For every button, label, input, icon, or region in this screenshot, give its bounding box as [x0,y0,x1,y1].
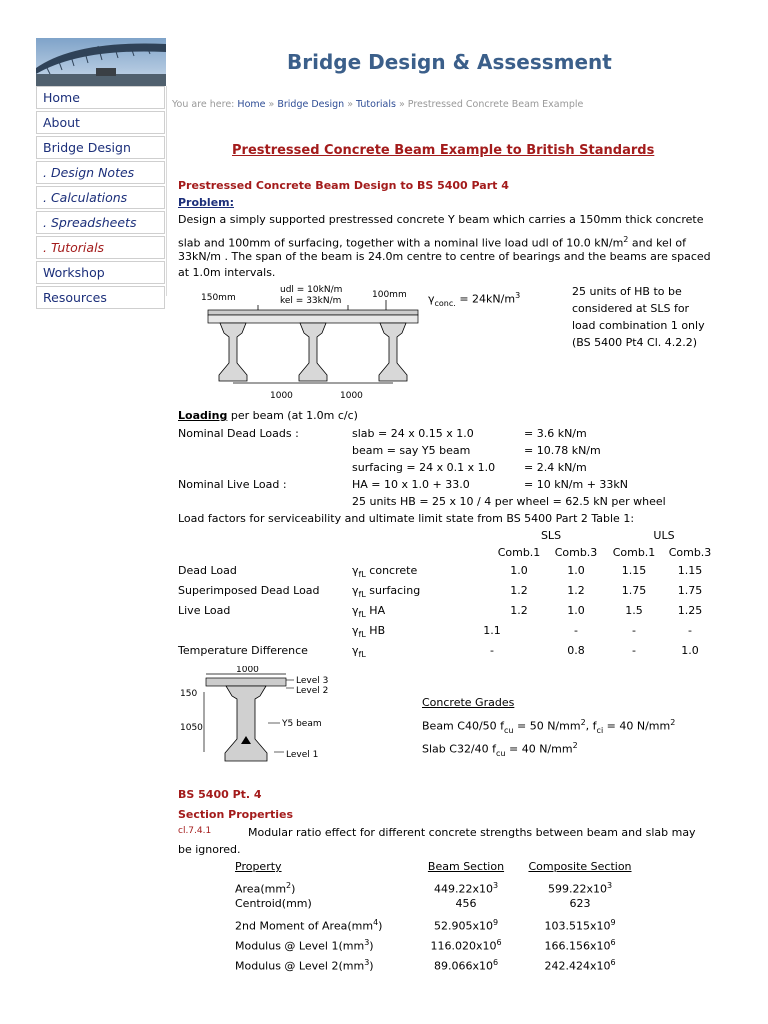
grade-beam-a: Beam C40/50 f [422,719,505,733]
prop-name-end: ) [378,919,383,933]
site-title: Bridge Design & Assessment [287,50,612,74]
prop-beam-text: 116.020x10 [430,939,497,953]
bs-title: BS 5400 Pt. 4 [178,788,262,801]
grade-beam-d: = 40 N/mm [603,719,671,733]
props-header-composite: Composite Section [528,860,632,873]
dead-load-label: Nominal Dead Loads : [178,427,299,440]
comb-header: Comb.1 [497,546,541,559]
problem-line-2-text: slab and 100mm of surfacing, together with a nominal live load udl of 10.0 kN/m [178,236,624,250]
fig2-beam-label: Y5 beam [282,719,322,729]
prop-beam-text: 449.22x10 [433,882,493,896]
fig2-dim-1050: 1050 [180,723,203,733]
loading-heading [178,407,358,424]
fig1-beam-3 [379,323,407,381]
factor-row-name: Temperature Difference [178,644,308,657]
grade-slab-sup: 2 [572,741,578,750]
factor-cell: 1.2 [567,584,585,597]
prop-beam-value [420,954,512,975]
gamma-sub: fL [358,630,366,640]
factor-cell: - [632,624,636,637]
gamma-sub: fL [358,590,366,600]
slab-load-value: = 3.6 kN/m [524,427,587,440]
gamma-sub: fL [358,610,366,620]
hb-note-2: considered at SLS for [572,302,690,315]
nav-item-bridge-design[interactable]: Bridge Design [36,136,165,159]
grades-title: Concrete Grades [422,696,515,709]
problem-label: Problem: [178,196,235,209]
breadcrumb-separator: » [268,99,275,110]
fig1-slab [208,315,418,323]
prop-name [235,934,374,955]
fig1-udl-label: udl = 10kN/m [280,285,343,295]
factor-row-sym-text: HB [365,624,386,637]
prop-name-sup: 3 [364,958,370,967]
prop-name-text: Modulus @ Level 2(mm [235,959,365,973]
hb-note-4: (BS 5400 Pt4 Cl. 4.2.2) [572,336,698,349]
problem-line-1: Design a simply supported prestressed concrete Y beam which carries a 150mm thick concrete [178,213,704,226]
nav-item-resources[interactable]: Resources [36,286,165,309]
prop-name-text: Modulus @ Level 1(mm [235,939,365,953]
prop-comp-value [522,934,638,955]
factor-cell: - [574,624,578,637]
grade-beam-sup2: 2 [670,718,676,727]
loading-label: Loading [178,409,228,422]
nav-item-design-notes[interactable]: . Design Notes [36,161,165,184]
prop-name-sup: 4 [373,918,379,927]
grade-beam [422,714,675,739]
prop-beam-sup: 6 [496,938,502,947]
factor-cell: 1.0 [567,604,585,617]
prop-name [235,914,382,935]
factor-cell: 1.1 [483,624,501,637]
clause-ref: cl.7.4.1 [178,826,212,836]
prop-name-text: Centroid(mm) [235,897,312,910]
fig1-surf-label: 100mm [372,290,407,300]
factors-intro: Load factors for serviceability and ultimate limit state from BS 5400 Part 2 Table 1: [178,512,635,525]
nav-item-about[interactable]: About [36,111,165,134]
factor-row-symbol [352,582,420,603]
problem-line-2-end: and kel of [628,236,686,250]
nav-item-spreadsheets[interactable]: . Spreadsheets [36,211,165,234]
breadcrumb [172,99,583,110]
grade-beam-b: = 50 N/mm [513,719,581,733]
prop-beam-sup: 6 [492,958,499,967]
prop-name-end: ) [291,882,296,896]
factor-row-symbol [352,562,417,583]
gamma-symbol: γ [352,624,359,637]
factor-cell: 1.5 [625,604,643,617]
factor-cell: 1.25 [677,604,703,617]
breadcrumb-tutorials-link[interactable]: Tutorials [356,99,396,110]
grade-slab-a: Slab C32/40 f [422,742,497,756]
surf-load-value: = 2.4 kN/m [524,461,587,474]
y5-beam-section-figure [178,666,338,768]
prop-comp-value [522,895,638,912]
factor-row-name: Dead Load [178,564,237,577]
factor-cell: 1.2 [510,604,528,617]
fig2-beam [225,686,267,761]
prop-comp-sup: 3 [606,881,613,890]
prop-beam-value [420,895,512,912]
factor-row-sym-text: surfacing [365,584,421,597]
prop-comp-value [522,914,638,935]
page-heading: Prestressed Concrete Beam Example to British Standards [232,143,655,158]
breadcrumb-separator: » [398,99,405,110]
modular-line-1: Modular ratio effect for different concrete strengths between beam and slab may [248,826,696,839]
factor-cell: 1.0 [510,564,528,577]
factor-row-sym-text: concrete [365,564,418,577]
prop-name-text: 2nd Moment of Area(mm [235,919,374,933]
gamma-sup: 3 [515,291,521,300]
prop-beam-text: 456 [455,897,477,910]
gamma-symbol: γ [352,604,359,617]
grade-slab-b: = 40 N/mm [505,742,573,756]
factor-cell: - [490,644,494,657]
fig1-dim-2: 1000 [340,391,363,401]
comb-header: Comb.3 [554,546,598,559]
prop-comp-text: 166.156x10 [544,939,611,953]
prop-comp-sup: 6 [610,958,616,967]
factor-row-sym-text: HA [365,604,386,617]
prop-name-text: Area(mm [235,882,287,896]
nav-item-home[interactable]: Home [36,86,165,109]
breadcrumb-home-link[interactable]: Home [237,99,266,110]
fig1-dim-1: 1000 [270,391,293,401]
sidebar-nav [36,86,165,311]
factor-row-symbol [352,602,385,623]
ha-load: HA = 10 x 1.0 + 33.0 [352,478,470,491]
doc-subheading: Prestressed Concrete Beam Design to BS 5400 Part 4 [178,179,509,192]
hb-note-3: load combination 1 only [572,319,705,332]
breadcrumb-current: Prestressed Concrete Beam Example [407,99,584,110]
hb-load: 25 units HB = 25 x 10 / 4 per wheel = 62.5 kN per wheel [352,495,666,508]
gamma-symbol: γ [352,564,359,577]
comb-header: Comb.1 [612,546,656,559]
sls-header: SLS [540,529,562,542]
factor-cell: 1.75 [677,584,703,597]
prop-comp-sup: 9 [610,918,616,927]
gamma-sub: fL [358,650,366,660]
prop-name-end: ) [369,959,374,973]
prop-name-sup: 2 [286,881,292,890]
prop-beam-sup: 3 [492,881,499,890]
fig2-level2-label: Level 2 [296,686,329,696]
factor-row-symbol [352,622,385,643]
grade-beam-sub2: ci [596,725,604,735]
fig1-kel-label: kel = 33kN/m [280,296,342,306]
prop-comp-value [522,954,638,975]
gamma-symbol: γ [352,644,359,657]
props-header-beam: Beam Section [427,860,505,873]
factor-row-name: Live Load [178,604,231,617]
problem-line-4: at 1.0m intervals. [178,266,276,279]
hb-note-1: 25 units of HB to be [572,285,682,298]
props-header-property: Property [235,860,282,873]
factor-cell: - [632,644,636,657]
nav-item-workshop[interactable]: Workshop [36,261,165,284]
beam-load-value: = 10.78 kN/m [524,444,601,457]
grade-beam-sub1: cu [504,725,514,735]
breadcrumb-prefix: You are here: [172,99,235,110]
ha-load-value: = 10 kN/m + 33kN [524,478,629,491]
deck-cross-section-figure [198,280,423,402]
factor-cell: 1.75 [621,584,647,597]
prop-beam-value [420,914,512,935]
breadcrumb-separator: » [347,99,353,110]
grade-slab [422,737,578,762]
factor-cell: - [688,624,692,637]
prop-comp-sup: 6 [610,938,616,947]
gamma-symbol: γ [352,584,359,597]
factor-cell: 0.8 [567,644,585,657]
grade-slab-sub: cu [496,748,506,758]
prop-name-end: ) [369,939,374,953]
comb-header: Comb.3 [668,546,712,559]
fig2-slab [206,678,286,686]
banner-bridge-image [36,38,166,86]
factor-row-symbol [352,642,366,663]
problem-line-3: 33kN/m . The span of the beam is 24.0m centre to centre of bearings and the beams are spaced [178,250,711,263]
modular-line-2: be ignored. [178,843,241,856]
gamma-conc [428,287,520,312]
gamma-symbol: γ [428,292,435,306]
sidebar-divider [166,86,167,296]
prop-beam-sup: 9 [492,918,499,927]
fig1-surfacing [208,310,418,315]
problem-line-2-sup: 2 [623,235,629,244]
factor-cell: 1.15 [677,564,703,577]
fig2-width-label: 1000 [236,666,259,675]
fig1-beam-2 [299,323,327,381]
section-properties-title: Section Properties [178,808,293,821]
factor-cell: 1.0 [681,644,699,657]
prop-name [235,954,374,975]
fig2-dim-150: 150 [180,689,198,699]
nav-item-tutorials[interactable]: . Tutorials [36,236,165,259]
fig1-slab-label: 150mm [201,293,236,303]
prop-beam-value [420,934,512,955]
factor-cell: 1.2 [510,584,528,597]
breadcrumb-bridge-design-link[interactable]: Bridge Design [277,99,345,110]
grade-beam-sup1: 2 [580,718,586,727]
factor-cell: 1.15 [621,564,647,577]
prop-comp-text: 242.424x10 [544,959,611,973]
slab-load: slab = 24 x 0.15 x 1.0 [352,427,474,440]
prop-name [235,895,312,912]
prop-beam-text: 89.066x10 [433,959,493,973]
gamma-sub: fL [358,570,366,580]
live-load-label: Nominal Live Load : [178,478,287,491]
factor-cell: 1.0 [567,564,585,577]
prop-comp-text: 103.515x10 [544,919,611,933]
gamma-value: = 24kN/m [455,292,516,306]
prop-beam-text: 52.905x10 [433,919,493,933]
prop-comp-text: 623 [569,897,591,910]
gamma-sub: conc. [434,298,456,308]
uls-header: ULS [653,529,675,542]
loading-rest: per beam (at 1.0m c/c) [227,409,358,422]
beam-load: beam = say Y5 beam [352,444,471,457]
fig2-level3-label: Level 3 [296,676,329,686]
factor-row-name: Superimposed Dead Load [178,584,320,597]
surf-load: surfacing = 24 x 0.1 x 1.0 [352,461,496,474]
fig2-level1-label: Level 1 [286,750,319,760]
prop-name-sup: 3 [364,938,370,947]
prop-comp-text: 599.22x10 [547,882,607,896]
nav-item-calculations[interactable]: . Calculations [36,186,165,209]
fig1-beam-1 [219,323,247,381]
grade-beam-c: , f [585,719,597,733]
